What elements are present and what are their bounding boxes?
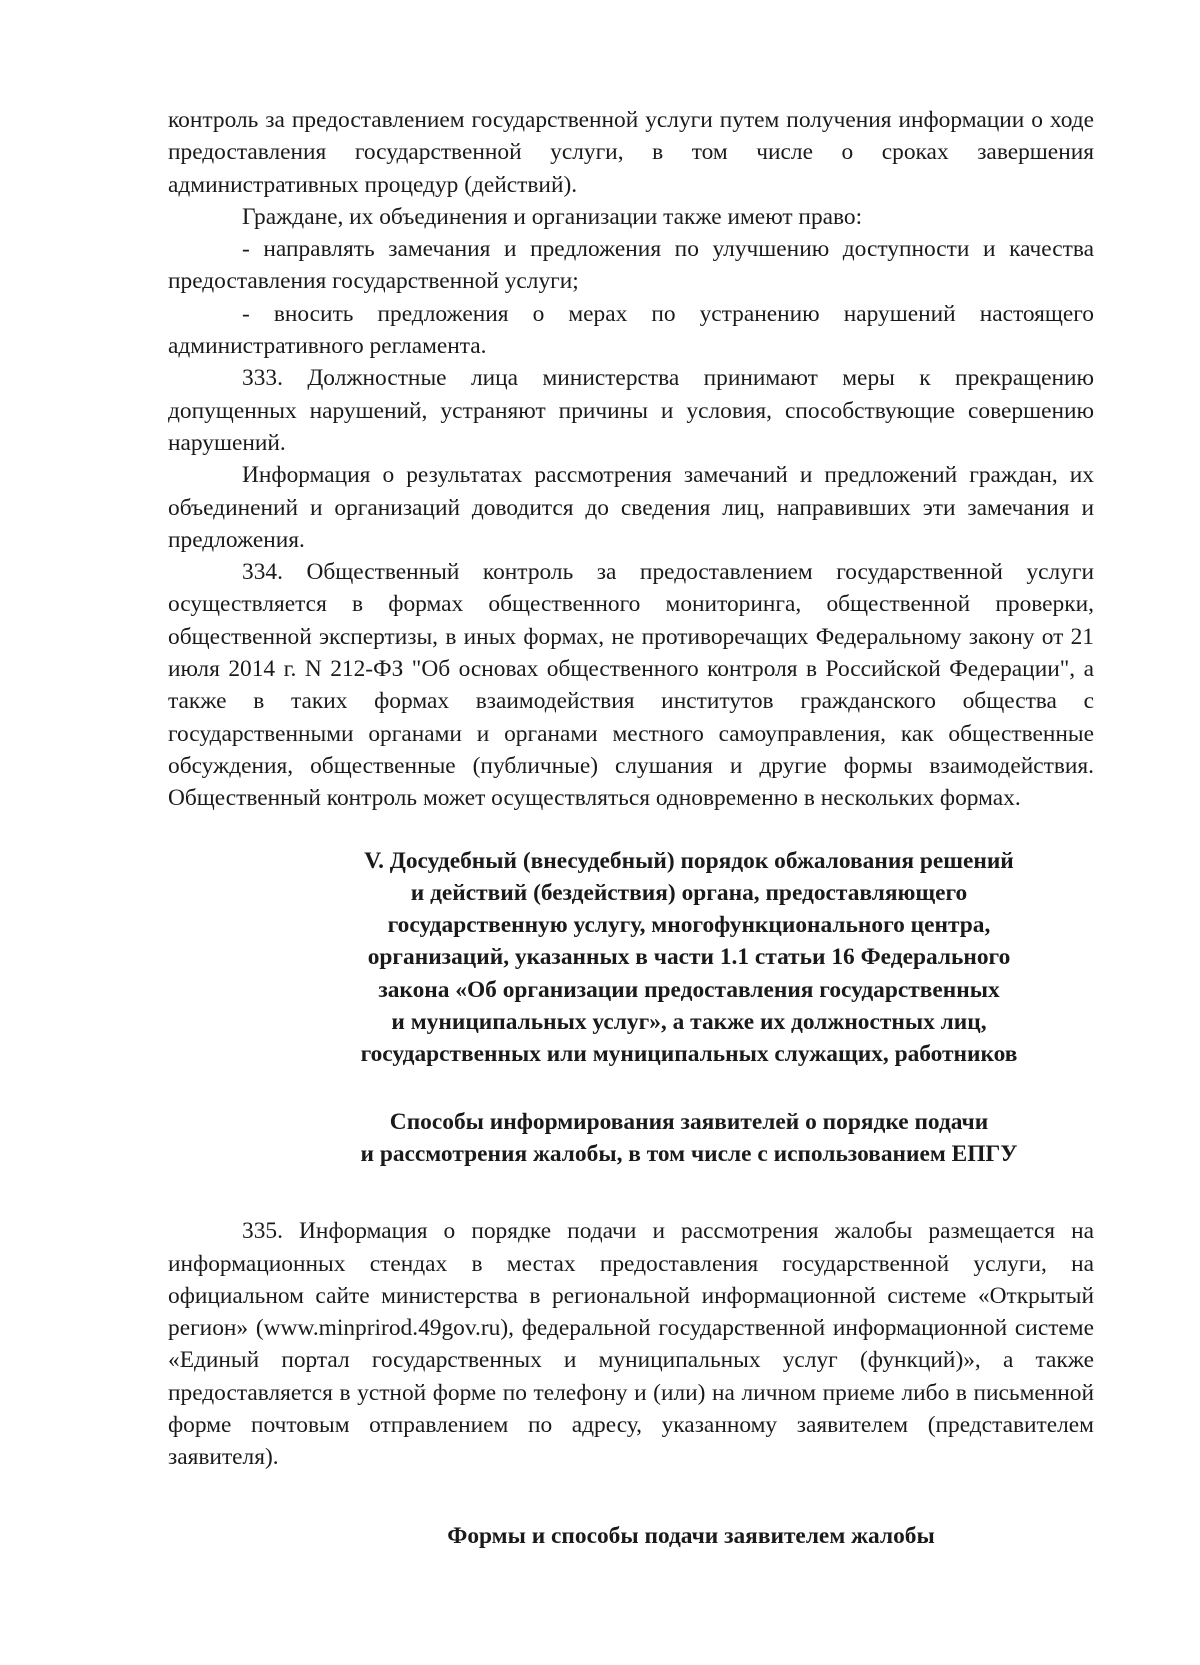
subheading-complaint-forms: Формы и способы подачи заявителем жалобы (447, 1522, 935, 1549)
section-heading-line: V. Досудебный (внесудебный) порядок обжалования решений (364, 847, 1014, 874)
paragraph-334: 334. Общественный контроль за предоставлением государственной услуги осуществляется в формах общественного мониторинга, общественной проверки, общественной экспертизы, в иных формах, не противоречащих Федеральному закону от 21 июля 2014 г. N 212-ФЗ "Об основах общественного контроля в Российской Федерации", а также в таких формах взаимодействия институтов гражданского общества с государственными органами и органами местного самоуправления, как общественные обсуждения, общественные (публичные) слушания и другие формы взаимодействия. Общественный контроль может осуществляться одновременно в нескольких формах. (168, 559, 1094, 812)
list-item-remarks: - направлять замечания и предложения по улучшению доступности и качества предоставления государственной услуги; (168, 236, 1094, 295)
section-heading-line: и действий (бездействия) органа, предоставляющего (410, 879, 968, 906)
paragraph-continuation: контроль за предоставлением государственной услуги путем получения информации о ходе предоставления государственной услуги, в том числе о сроках завершения административных процедур (действий). (168, 107, 1094, 198)
section-heading-line: государственных или муниципальных служащих, работников (360, 1041, 1018, 1068)
document-page (168, 104, 1094, 1552)
paragraph-citizens-rights: Граждане, их объединения и организации также имеют право: (242, 203, 863, 230)
subheading-informing-methods (168, 1106, 1094, 1171)
list-item-proposals: - вносить предложения о мерах по устранению нарушений настоящего административного регламента. (168, 300, 1094, 360)
paragraph-results-info: Информация о результатах рассмотрения замечаний и предложений граждан, их объединений и организаций доводится до сведения лиц, направивших эти замечания и предложения. (168, 462, 1094, 553)
paragraph-335: 335. Информация о порядке подачи и рассмотрения жалобы размещается на информационных стендах в местах предоставления государственной услуги, на официальном сайте министерства в региональной информационной системе «Открытый регион» (www.minprirod.49gov.ru), федеральной государственной информационной системе «Единый портал государственных и муниципальных услуг (функций)», а также предоставляется в устной форме по телефону и (или) на личном приеме либо в письменной форме почтовым отправлением по адресу, указанному заявителем (представителем заявителя). (168, 1218, 1094, 1471)
subheading-line: и рассмотрения жалобы, в том числе с использованием ЕПГУ (360, 1140, 1018, 1167)
section-heading-line: закона «Об организации предоставления государственных (378, 976, 1000, 1003)
section-v-heading (168, 845, 1094, 1071)
paragraph-333: 333. Должностные лица министерства принимают меры к прекращению допущенных нарушений, устраняют причины и условия, способствующие совершению нарушений. (168, 365, 1094, 456)
subheading-line: Способы информирования заявителей о порядке подачи (389, 1108, 989, 1135)
section-heading-line: государственную услугу, многофункционального центра, (387, 912, 991, 939)
section-heading-line: и муниципальных услуг», а также их должностных лиц, (391, 1009, 987, 1036)
section-heading-line: организаций, указанных в части 1.1 статьи 16 Федерального (367, 944, 1011, 971)
